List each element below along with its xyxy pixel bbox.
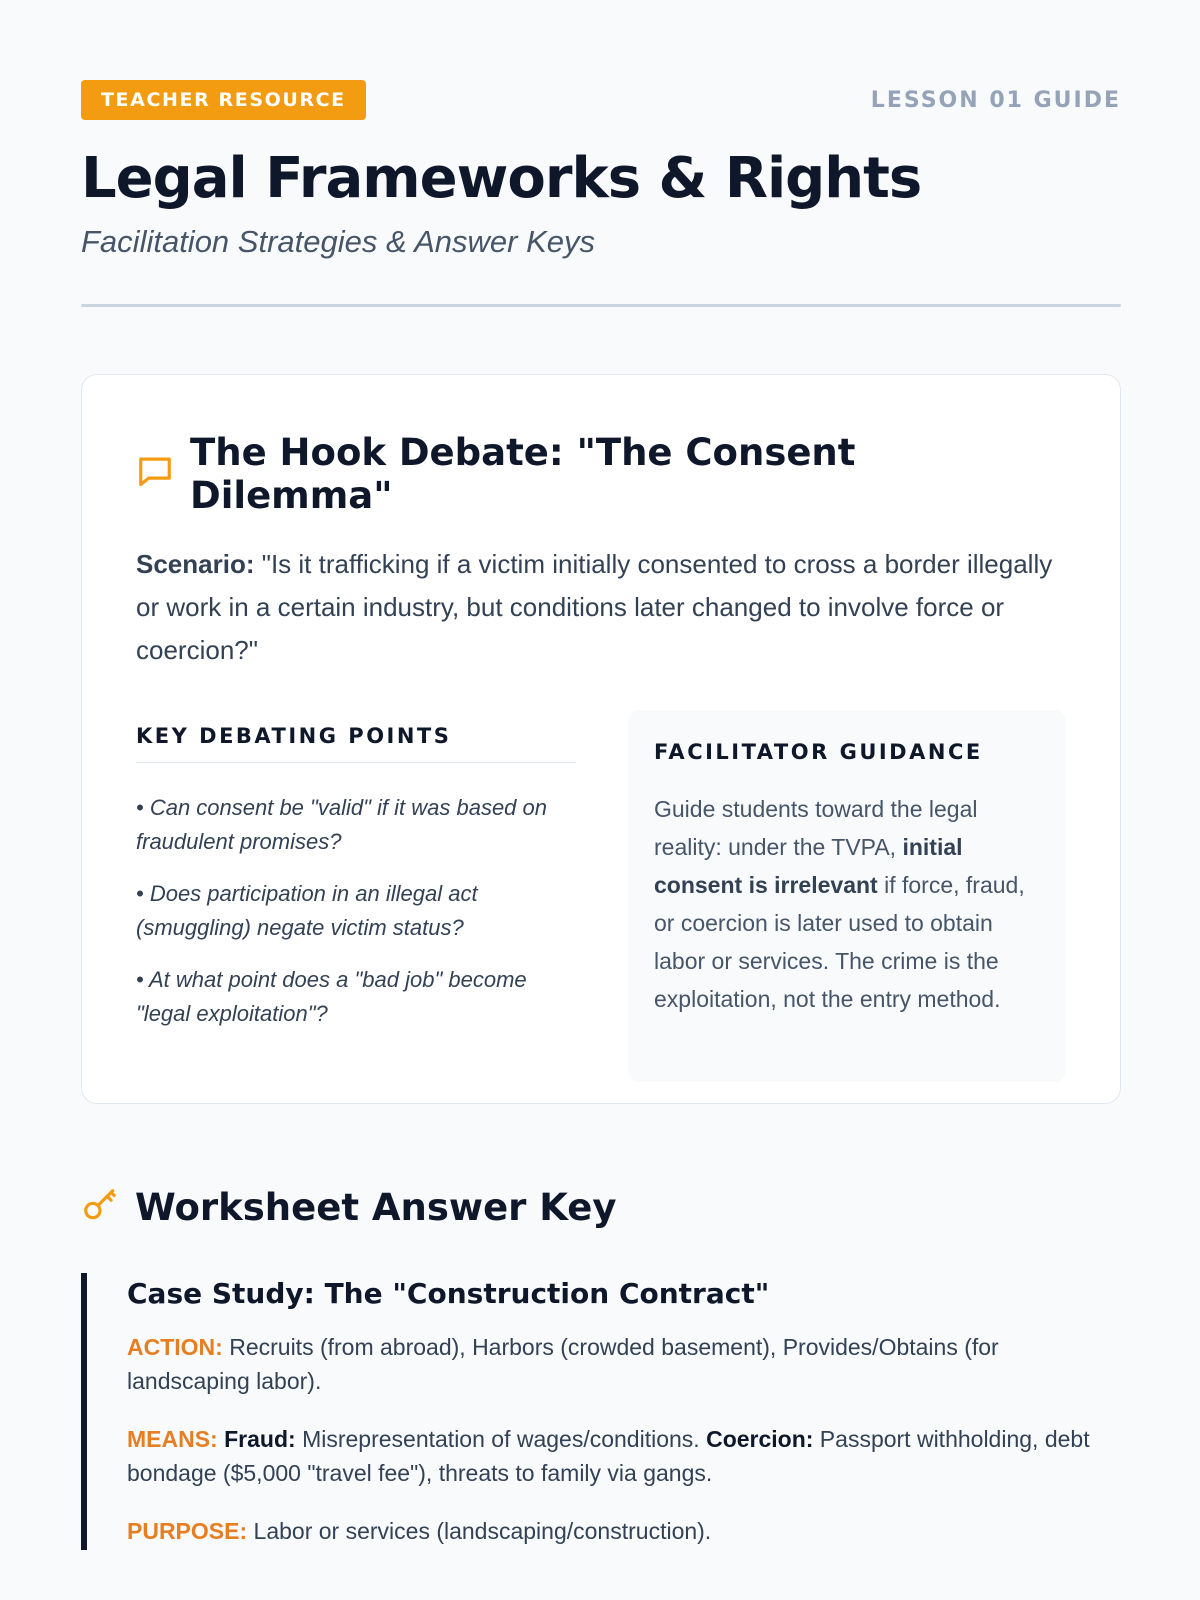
answer-key-title: Worksheet Answer Key <box>135 1185 617 1229</box>
facilitator-guidance-heading: FACILITATOR GUIDANCE <box>654 739 983 764</box>
fraud-text: Misrepresentation of wages/conditions. <box>295 1425 707 1452</box>
list-item: • Can consent be "valid" if it was based on fraudulent promises? <box>136 794 547 854</box>
header-divider <box>81 304 1121 307</box>
guidance-text-end: if force, fraud, or coercion is later used to obtain labor or services. The crime is the exploitation, not the entry method. <box>654 871 1025 1012</box>
teacher-resource-badge: TEACHER RESOURCE <box>81 80 366 120</box>
list-item: • Does participation in an illegal act (smuggling) negate victim status? <box>136 880 478 940</box>
guidance-emphasis: initial consent is irrelevant <box>654 833 963 898</box>
facilitator-guidance-text <box>654 790 1040 1018</box>
action-row <box>127 1330 1121 1398</box>
fraud-label: Fraud: <box>224 1425 296 1452</box>
case-study-title: Case Study: The "Construction Contract" <box>127 1276 770 1310</box>
hook-debate-title: The Hook Debate: "The Consent Dilemma" <box>190 430 856 517</box>
hook-debate-card <box>81 374 1121 1104</box>
action-label: ACTION: <box>127 1333 223 1360</box>
debating-points-list <box>136 791 576 1031</box>
debating-points-heading: KEY DEBATING POINTS <box>136 724 576 763</box>
page-subtitle: Facilitation Strategies & Answer Keys <box>81 223 596 259</box>
means-row <box>127 1422 1121 1490</box>
lesson-label: LESSON 01 GUIDE <box>870 87 1121 113</box>
means-label: MEANS: <box>127 1425 218 1452</box>
coercion-text: Passport withholding, debt bondage ($5,000 "travel fee"), threats to family via gangs. <box>127 1425 1090 1486</box>
key-icon <box>81 1186 119 1229</box>
hook-debate-header <box>136 431 1066 517</box>
action-text: Recruits (from abroad), Harbors (crowded basement), Provides/Obtains (for landscaping labor). <box>127 1333 999 1394</box>
purpose-text: Labor or services (landscaping/construction). <box>247 1517 712 1544</box>
scenario-text <box>136 543 1066 672</box>
case-study-block <box>81 1273 1121 1550</box>
page-title: Legal Frameworks & Rights <box>81 146 922 211</box>
scenario-body: "Is it trafficking if a victim initially consented to cross a border illegally or work in a certain industry, but conditions later changed to involve force or coercion?" <box>136 548 1053 665</box>
hook-columns <box>136 710 1066 1082</box>
purpose-row <box>127 1514 1121 1548</box>
purpose-label: PURPOSE: <box>127 1517 248 1544</box>
scenario-label: Scenario: <box>136 548 255 579</box>
guidance-text-start: Guide students toward the legal reality: under the TVPA, <box>654 795 978 860</box>
coercion-label: Coercion: <box>706 1425 814 1452</box>
header-row <box>81 80 1121 120</box>
page <box>81 80 1121 1550</box>
answer-key-header <box>81 1186 1121 1229</box>
debating-points-column <box>136 710 576 1082</box>
chat-bubble-icon <box>136 452 174 495</box>
facilitator-guidance-box <box>628 710 1066 1082</box>
list-item: • At what point does a "bad job" become "legal exploitation"? <box>136 966 527 1026</box>
